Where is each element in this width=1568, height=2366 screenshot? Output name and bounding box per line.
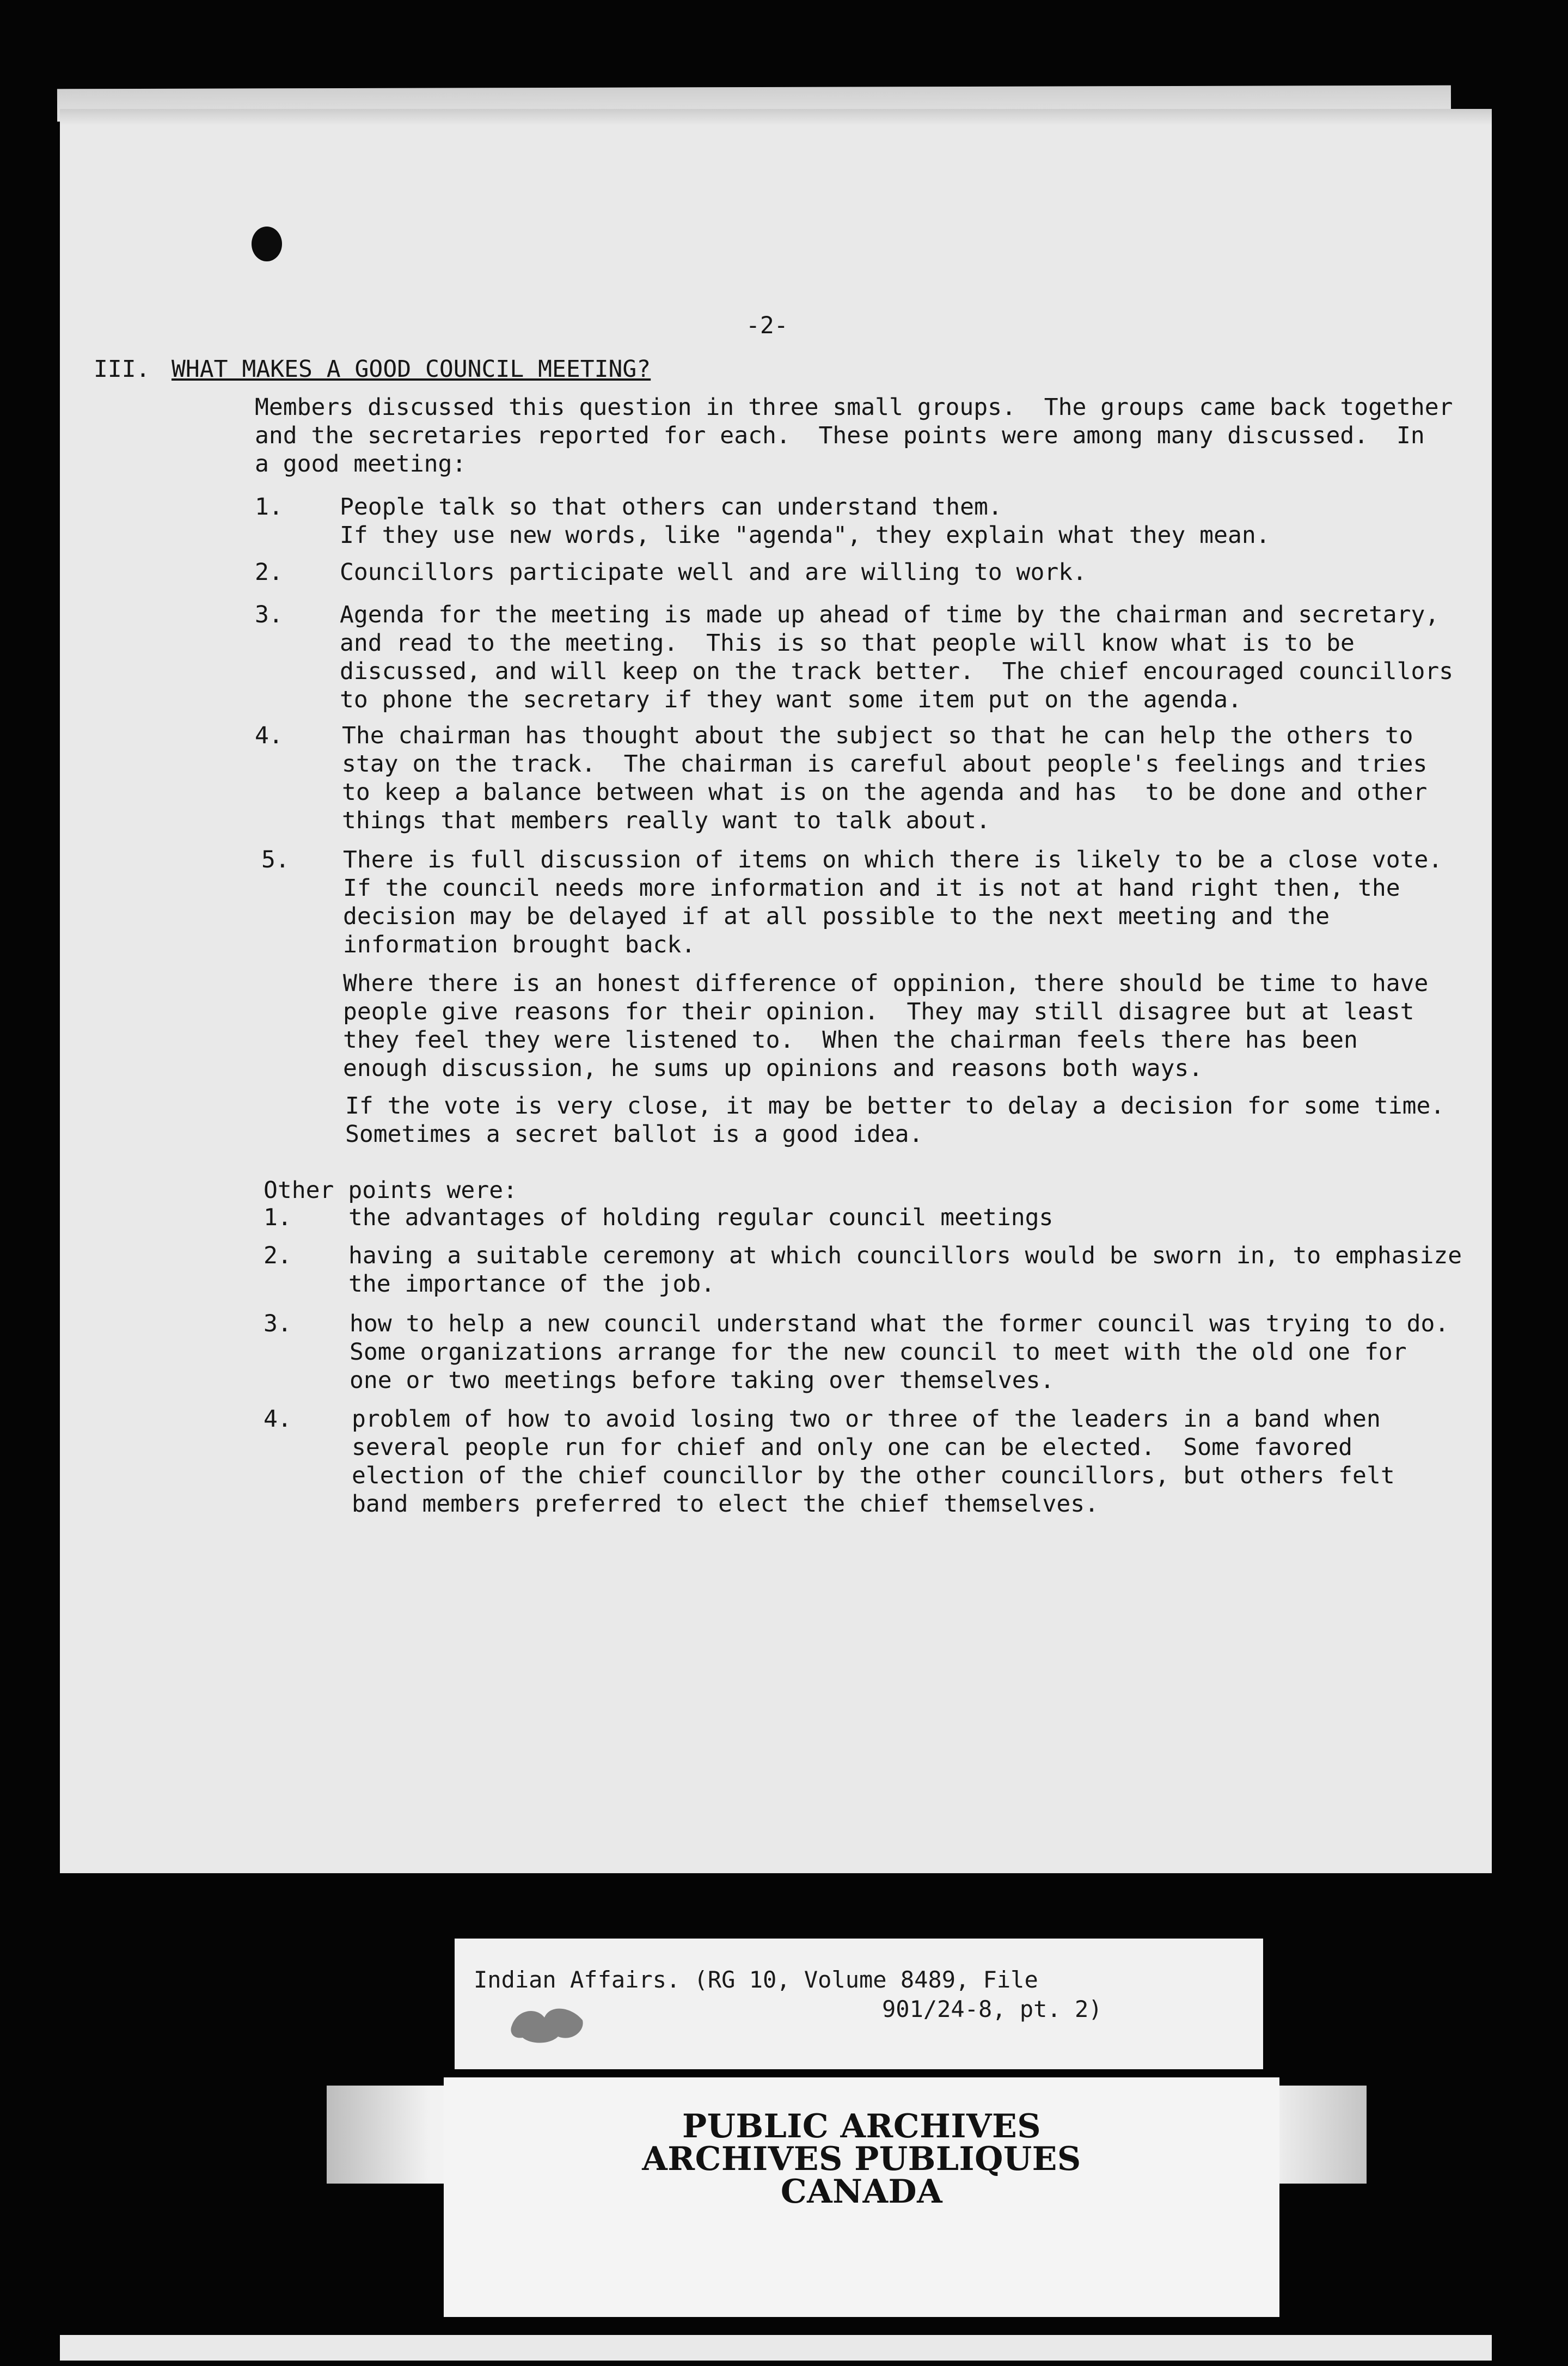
stamp-line: ARCHIVES PUBLIQUES <box>642 2140 1081 2178</box>
list-number: 3. <box>255 601 283 628</box>
section-title: WHAT MAKES A GOOD COUNCIL MEETING? <box>171 356 651 383</box>
list-item-line: Councillors participate well and are willing to work. <box>340 559 1087 586</box>
list-item-line: how to help a new council understand what the former council was trying to do. <box>350 1310 1449 1337</box>
list-item-line: There is full discussion of items on which there is likely to be a close vote. <box>343 846 1443 873</box>
stamp-line: CANADA <box>780 2173 943 2211</box>
list-item-line: decision may be delayed if at all possible to the next meeting and the <box>343 903 1330 930</box>
paragraph-line: enough discussion, he sums up opinions and reasons both ways. <box>343 1055 1203 1082</box>
intro-line: Members discussed this question in three small groups. The groups came back together <box>255 394 1453 421</box>
list-item-line: Agenda for the meeting is made up ahead of time by the chairman and secretary, <box>340 601 1440 628</box>
list-item-line: and read to the meeting. This is so that people will know what is to be <box>340 629 1355 657</box>
ink-smudge-icon <box>506 1998 588 2047</box>
list-number: 2. <box>264 1242 292 1269</box>
list-item-line: having a suitable ceremony at which councillors would be sworn in, to emphasize <box>348 1242 1462 1269</box>
archive-reference-line: Indian Affairs. (RG 10, Volume 8489, File <box>474 1966 1038 1993</box>
list-item-line: the importance of the job. <box>348 1270 715 1298</box>
list-item-line: several people run for chief and only one can be elected. Some favored <box>352 1434 1353 1461</box>
list-item-line: band members preferred to elect the chief themselves. <box>352 1490 1099 1518</box>
list-number: 5. <box>261 846 290 873</box>
list-number: 1. <box>255 493 283 521</box>
list-number: 4. <box>264 1405 292 1433</box>
list-item-line: If they use new words, like "agenda", they explain what they mean. <box>340 522 1270 549</box>
paragraph-line: people give reasons for their opinion. They may still disagree but at least <box>343 998 1414 1025</box>
paragraph-line: they feel they were listened to. When the chairman feels there has been <box>343 1026 1358 1054</box>
archive-reference-line: 901/24-8, pt. 2) <box>882 1996 1102 2022</box>
list-item-line: problem of how to avoid losing two or three of the leaders in a band when <box>352 1405 1381 1433</box>
list-item-line: information brought back. <box>343 931 696 958</box>
list-number: 3. <box>264 1310 292 1337</box>
list-item-line: stay on the track. The chairman is careful about people's feelings and tries <box>342 750 1428 778</box>
paragraph-line: Sometimes a secret ballot is a good idea. <box>345 1121 923 1148</box>
intro-line: and the secretaries reported for each. These points were among many discussed. In <box>255 422 1425 449</box>
list-item-line: discussed, and will keep on the track better. The chief encouraged councillors <box>340 658 1454 685</box>
other-points-heading: Other points were: <box>264 1177 517 1204</box>
list-item-line: Some organizations arrange for the new council to meet with the old one for <box>350 1338 1407 1366</box>
section-numeral: III. <box>94 356 150 383</box>
page-number: -2- <box>746 312 788 339</box>
list-item-line: People talk so that others can understand them. <box>340 493 1002 521</box>
stamp-line: PUBLIC ARCHIVES <box>682 2107 1042 2145</box>
list-item-line: to phone the secretary if they want some item put on the agenda. <box>340 686 1242 713</box>
intro-line: a good meeting: <box>255 450 467 478</box>
list-item-line: things that members really want to talk about. <box>342 807 990 834</box>
list-item-line: The chairman has thought about the subject so that he can help the others to <box>342 722 1413 749</box>
list-item-line: If the council needs more information and it is not at hand right then, the <box>343 875 1400 902</box>
paragraph-line: If the vote is very close, it may be better to delay a decision for some time. <box>345 1092 1445 1120</box>
list-item-line: the advantages of holding regular council meetings <box>348 1204 1054 1231</box>
list-item-line: election of the chief councillor by the other councillors, but others felt <box>352 1462 1395 1489</box>
list-item-line: one or two meetings before taking over themselves. <box>350 1367 1055 1394</box>
list-number: 2. <box>255 559 283 586</box>
list-number: 1. <box>264 1204 292 1231</box>
paragraph-line: Where there is an honest difference of oppinion, there should be time to have <box>343 970 1429 997</box>
list-item-line: to keep a balance between what is on the agenda and has to be done and other <box>342 779 1428 806</box>
frame-border <box>0 2361 1568 2366</box>
list-number: 4. <box>255 722 283 749</box>
